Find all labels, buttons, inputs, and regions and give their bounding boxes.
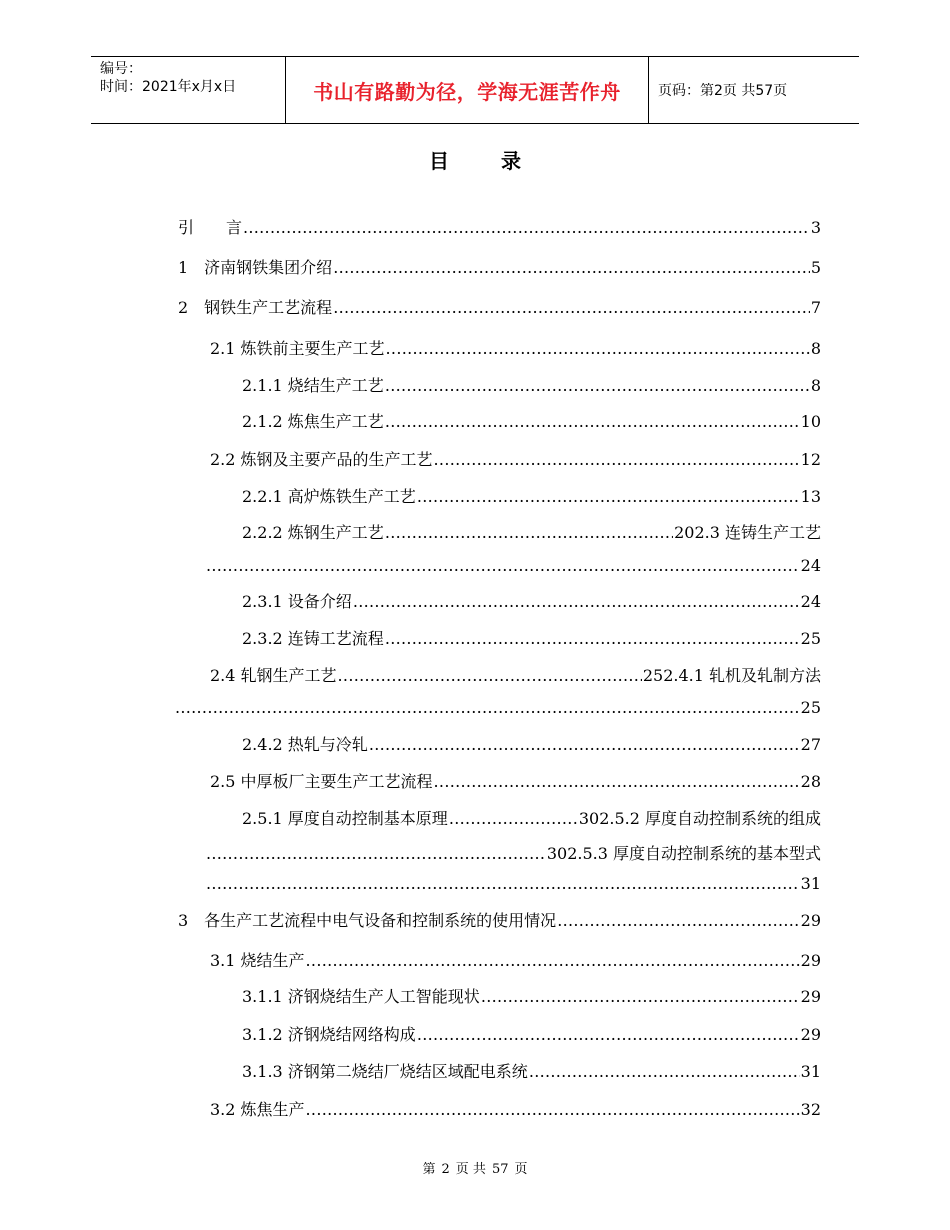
toc-title: 目录 bbox=[429, 149, 573, 173]
toc-entry-label: 2.1.1 烧结生产工艺 bbox=[242, 376, 384, 395]
toc-entry-label: 2.1.2 炼焦生产工艺 bbox=[242, 412, 384, 431]
toc-leader bbox=[243, 218, 810, 238]
toc-entry-label: 2.3.1 设备介绍 bbox=[242, 592, 352, 611]
toc-leader bbox=[353, 592, 800, 612]
toc-entry-page: 12 bbox=[800, 450, 821, 469]
toc-entry-page: 13 bbox=[800, 487, 821, 506]
toc-entry-page: 28 bbox=[800, 772, 821, 791]
toc-leader bbox=[434, 772, 800, 792]
page-footer bbox=[0, 1158, 950, 1177]
toc-entry-label: 2.2 炼钢及主要产品的生产工艺 bbox=[210, 450, 433, 469]
toc-entry-page: 8 bbox=[810, 376, 821, 395]
toc-leader bbox=[333, 298, 810, 318]
toc-entry[interactable] bbox=[242, 412, 821, 432]
page-code: 页码：第2页 共57页 bbox=[658, 83, 788, 99]
toc-entry[interactable] bbox=[242, 487, 821, 507]
toc-entry-label: 3.1.2 济钢烧结网络构成 bbox=[242, 1025, 416, 1044]
header-motto-cell bbox=[286, 57, 649, 123]
page-header bbox=[91, 56, 859, 124]
toc-entry-page: 31 bbox=[800, 874, 821, 893]
toc-entry-page: 25 bbox=[800, 698, 821, 717]
toc-entry[interactable] bbox=[210, 450, 821, 470]
toc-entry-label: 引 言 bbox=[178, 218, 243, 237]
toc-entry[interactable] bbox=[174, 698, 821, 718]
toc-entry-page: 29 bbox=[800, 987, 821, 1006]
toc-entry[interactable] bbox=[205, 874, 821, 894]
toc-entry-label: 3.1 烧结生产 bbox=[210, 951, 305, 970]
toc-leader bbox=[206, 556, 800, 576]
motto: 书山有路勤为径，学海无涯苦作舟 bbox=[313, 79, 621, 104]
toc-entry-page: 29 bbox=[800, 1025, 821, 1044]
toc-leader bbox=[206, 844, 546, 864]
footer-current-page: 2 bbox=[441, 1162, 450, 1177]
toc-entry-page: 202.3 连铸生产工艺 bbox=[674, 523, 821, 542]
header-meta bbox=[91, 57, 286, 123]
toc-leader bbox=[481, 987, 800, 1007]
toc-entry[interactable] bbox=[210, 1100, 821, 1120]
toc-leader bbox=[449, 809, 578, 829]
toc-entry-label: 2.4 轧钢生产工艺 bbox=[210, 666, 337, 685]
toc-entry-page: 29 bbox=[800, 911, 821, 930]
toc-entry[interactable] bbox=[242, 987, 821, 1007]
toc-entry[interactable] bbox=[205, 844, 821, 864]
footer-total-pages: 57 bbox=[491, 1162, 509, 1177]
toc-entry[interactable] bbox=[210, 666, 821, 686]
toc-entry[interactable] bbox=[242, 735, 821, 755]
header-page-cell bbox=[649, 57, 859, 123]
toc-entry-label: 2.2.1 高炉炼铁生产工艺 bbox=[242, 487, 416, 506]
toc-entry-label: 2 钢铁生产工艺流程 bbox=[178, 298, 333, 317]
toc-entry-label: 2.4.2 热轧与冷轧 bbox=[242, 735, 368, 754]
toc-entry-page: 3 bbox=[810, 218, 821, 237]
toc-entry[interactable] bbox=[210, 339, 821, 359]
toc-leader bbox=[417, 487, 800, 507]
toc-leader bbox=[206, 874, 800, 894]
toc-entry-page: 302.5.3 厚度自动控制系统的基本型式 bbox=[546, 844, 821, 863]
toc-entry-page: 24 bbox=[800, 556, 821, 575]
toc-leader bbox=[434, 450, 800, 470]
toc-entry-page: 31 bbox=[800, 1062, 821, 1081]
time-label: 时间：2021年x月x日 bbox=[100, 79, 237, 95]
toc-entry[interactable] bbox=[242, 592, 821, 612]
toc-entry-label: 2.3.2 连铸工艺流程 bbox=[242, 629, 384, 648]
toc-leader bbox=[385, 376, 810, 396]
toc-entry[interactable] bbox=[210, 951, 821, 971]
toc-leader bbox=[529, 1062, 800, 1082]
toc-entry-label: 3.1.3 济钢第二烧结厂烧结区域配电系统 bbox=[242, 1062, 528, 1081]
toc-entry-label: 2.1 炼铁前主要生产工艺 bbox=[210, 339, 385, 358]
toc-entry-page: 302.5.2 厚度自动控制系统的组成 bbox=[578, 809, 821, 828]
toc-entry[interactable] bbox=[178, 911, 821, 931]
toc-entry-page: 29 bbox=[800, 951, 821, 970]
toc-entry-label: 3.1.1 济钢烧结生产人工智能现状 bbox=[242, 987, 480, 1006]
toc-entry[interactable] bbox=[242, 376, 821, 396]
toc-entry-label: 3.2 炼焦生产 bbox=[210, 1100, 305, 1119]
toc-entry-page: 25 bbox=[800, 629, 821, 648]
footer-suffix: 页 bbox=[514, 1162, 528, 1177]
toc-entry-page: 24 bbox=[800, 592, 821, 611]
toc-leader bbox=[306, 951, 800, 971]
toc-entry-label: 2.5.1 厚度自动控制基本原理 bbox=[242, 809, 448, 828]
toc-leader bbox=[386, 339, 810, 359]
toc-entry-page: 252.4.1 轧机及轧制方法 bbox=[642, 666, 821, 685]
toc-entry[interactable] bbox=[178, 258, 821, 278]
toc-entry[interactable] bbox=[242, 809, 821, 829]
footer-prefix: 第 bbox=[422, 1162, 436, 1177]
number-label: 编号： bbox=[100, 61, 142, 77]
toc-leader bbox=[417, 1025, 800, 1045]
toc-entry[interactable] bbox=[242, 1025, 821, 1045]
toc-entry-label: 2.5 中厚板厂主要生产工艺流程 bbox=[210, 772, 433, 791]
toc-entry[interactable] bbox=[178, 298, 821, 318]
toc-entry[interactable] bbox=[242, 523, 821, 543]
toc-leader bbox=[369, 735, 800, 755]
toc-leader bbox=[175, 698, 800, 718]
toc-entry-page: 27 bbox=[800, 735, 821, 754]
toc-entry[interactable] bbox=[178, 218, 821, 238]
toc-entry[interactable] bbox=[205, 556, 821, 576]
toc-entry-page: 32 bbox=[800, 1100, 821, 1119]
toc-entry-label: 2.2.2 炼钢生产工艺 bbox=[242, 523, 384, 542]
footer-middle: 页 共 bbox=[455, 1162, 486, 1177]
toc-entry-page: 5 bbox=[810, 258, 821, 277]
toc-leader bbox=[385, 412, 800, 432]
toc-entry-page: 7 bbox=[810, 298, 821, 317]
toc-entry-label: 1 济南钢铁集团介绍 bbox=[178, 258, 333, 277]
toc-leader bbox=[338, 666, 642, 686]
toc-entry-label: 3 各生产工艺流程中电气设备和控制系统的使用情况 bbox=[178, 911, 557, 930]
toc-leader bbox=[557, 911, 799, 931]
toc-leader bbox=[385, 523, 673, 543]
toc-leader bbox=[306, 1100, 800, 1120]
toc-entry[interactable] bbox=[210, 772, 821, 792]
toc-leader bbox=[333, 258, 810, 278]
toc-leader bbox=[385, 629, 800, 649]
toc-entry-page: 8 bbox=[810, 339, 821, 358]
toc-entry[interactable] bbox=[242, 629, 821, 649]
toc-entry[interactable] bbox=[242, 1062, 821, 1082]
toc-entry-page: 10 bbox=[800, 412, 821, 431]
